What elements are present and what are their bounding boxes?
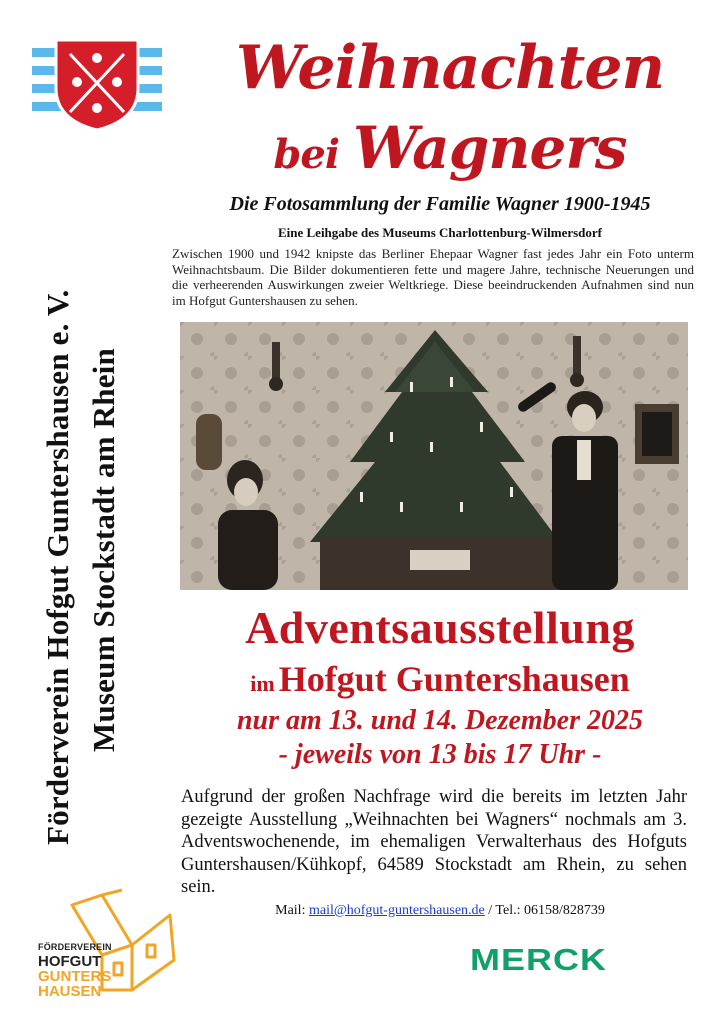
- event-times: - jeweils von 13 bis 17 Uhr -: [278, 739, 602, 770]
- mail-label: Mail:: [275, 903, 309, 918]
- title-line-2: [190, 108, 710, 195]
- hofgut-wordmark: [38, 940, 158, 999]
- loan-note: Eine Leihgabe des Museums Charlottenburg-Wilmersdorf: [277, 225, 603, 240]
- event-dates: nur am 13. und 14. Dezember 2025: [236, 705, 644, 736]
- event-description: Aufgrund der großen Nachfrage wird die bereits im letzten Jahr gezeigte Ausstellung „Weihnachten bei Wagners“ nochmals am 3. Adventswochenende, im ehemaligen Verwalterhaus des Hofguts Guntershausen/Kühkopf, 64589 Stockstadt am Rhein, zu sehen sein.: [181, 787, 687, 897]
- coat-of-arms-icon: [32, 40, 162, 130]
- phone-text: / Tel.: 06158/828739: [484, 903, 605, 918]
- side-text-museum: Museum Stockstadt am Rhein: [86, 348, 121, 752]
- event-place: [170, 656, 710, 710]
- merck-logo: MERCK: [470, 942, 607, 977]
- event-place-name: Hofgut Guntershausen: [278, 659, 630, 699]
- event-name: Adventsausstellung: [245, 602, 635, 653]
- mail-link[interactable]: mail@hofgut-guntershausen.de: [308, 903, 485, 918]
- subtitle: Die Fotosammlung der Familie Wagner 1900-1945: [229, 193, 651, 215]
- event-place-prefix: im: [250, 671, 275, 696]
- coat-of-arms: [32, 40, 162, 130]
- hofgut-wordmark-line4: HAUSEN: [38, 983, 102, 1000]
- hofgut-wordmark-line3: GUNTERS: [38, 968, 112, 985]
- title-line-1: Weihnachten: [235, 33, 665, 103]
- contact-line: [170, 903, 710, 919]
- intro-text: Zwischen 1900 und 1942 knipste das Berliner Ehepaar Wagner fast jedes Jahr ein Foto unterm Weihnachtsbaum. Die Bilder dokumentieren fette und magere Jahre, technische Neuerungen und die verheerenden Auswirkungen zweier Weltkriege. Diese beeindruckenden Aufnahmen sind nun im Hofgut Guntershausen zu sehen.: [172, 246, 694, 308]
- hofgut-wordmark-line1: FÖRDERVEREIN: [38, 942, 112, 952]
- hofgut-wordmark-line2: HOFGUT: [38, 953, 102, 970]
- side-text-association: Förderverein Hofgut Guntershausen e. V.: [40, 289, 75, 845]
- christmas-tree-photo-icon: [180, 322, 688, 590]
- title-wagners: Wagners: [353, 114, 627, 182]
- christmas-photo: [180, 322, 688, 590]
- title-bei: bei: [273, 131, 340, 178]
